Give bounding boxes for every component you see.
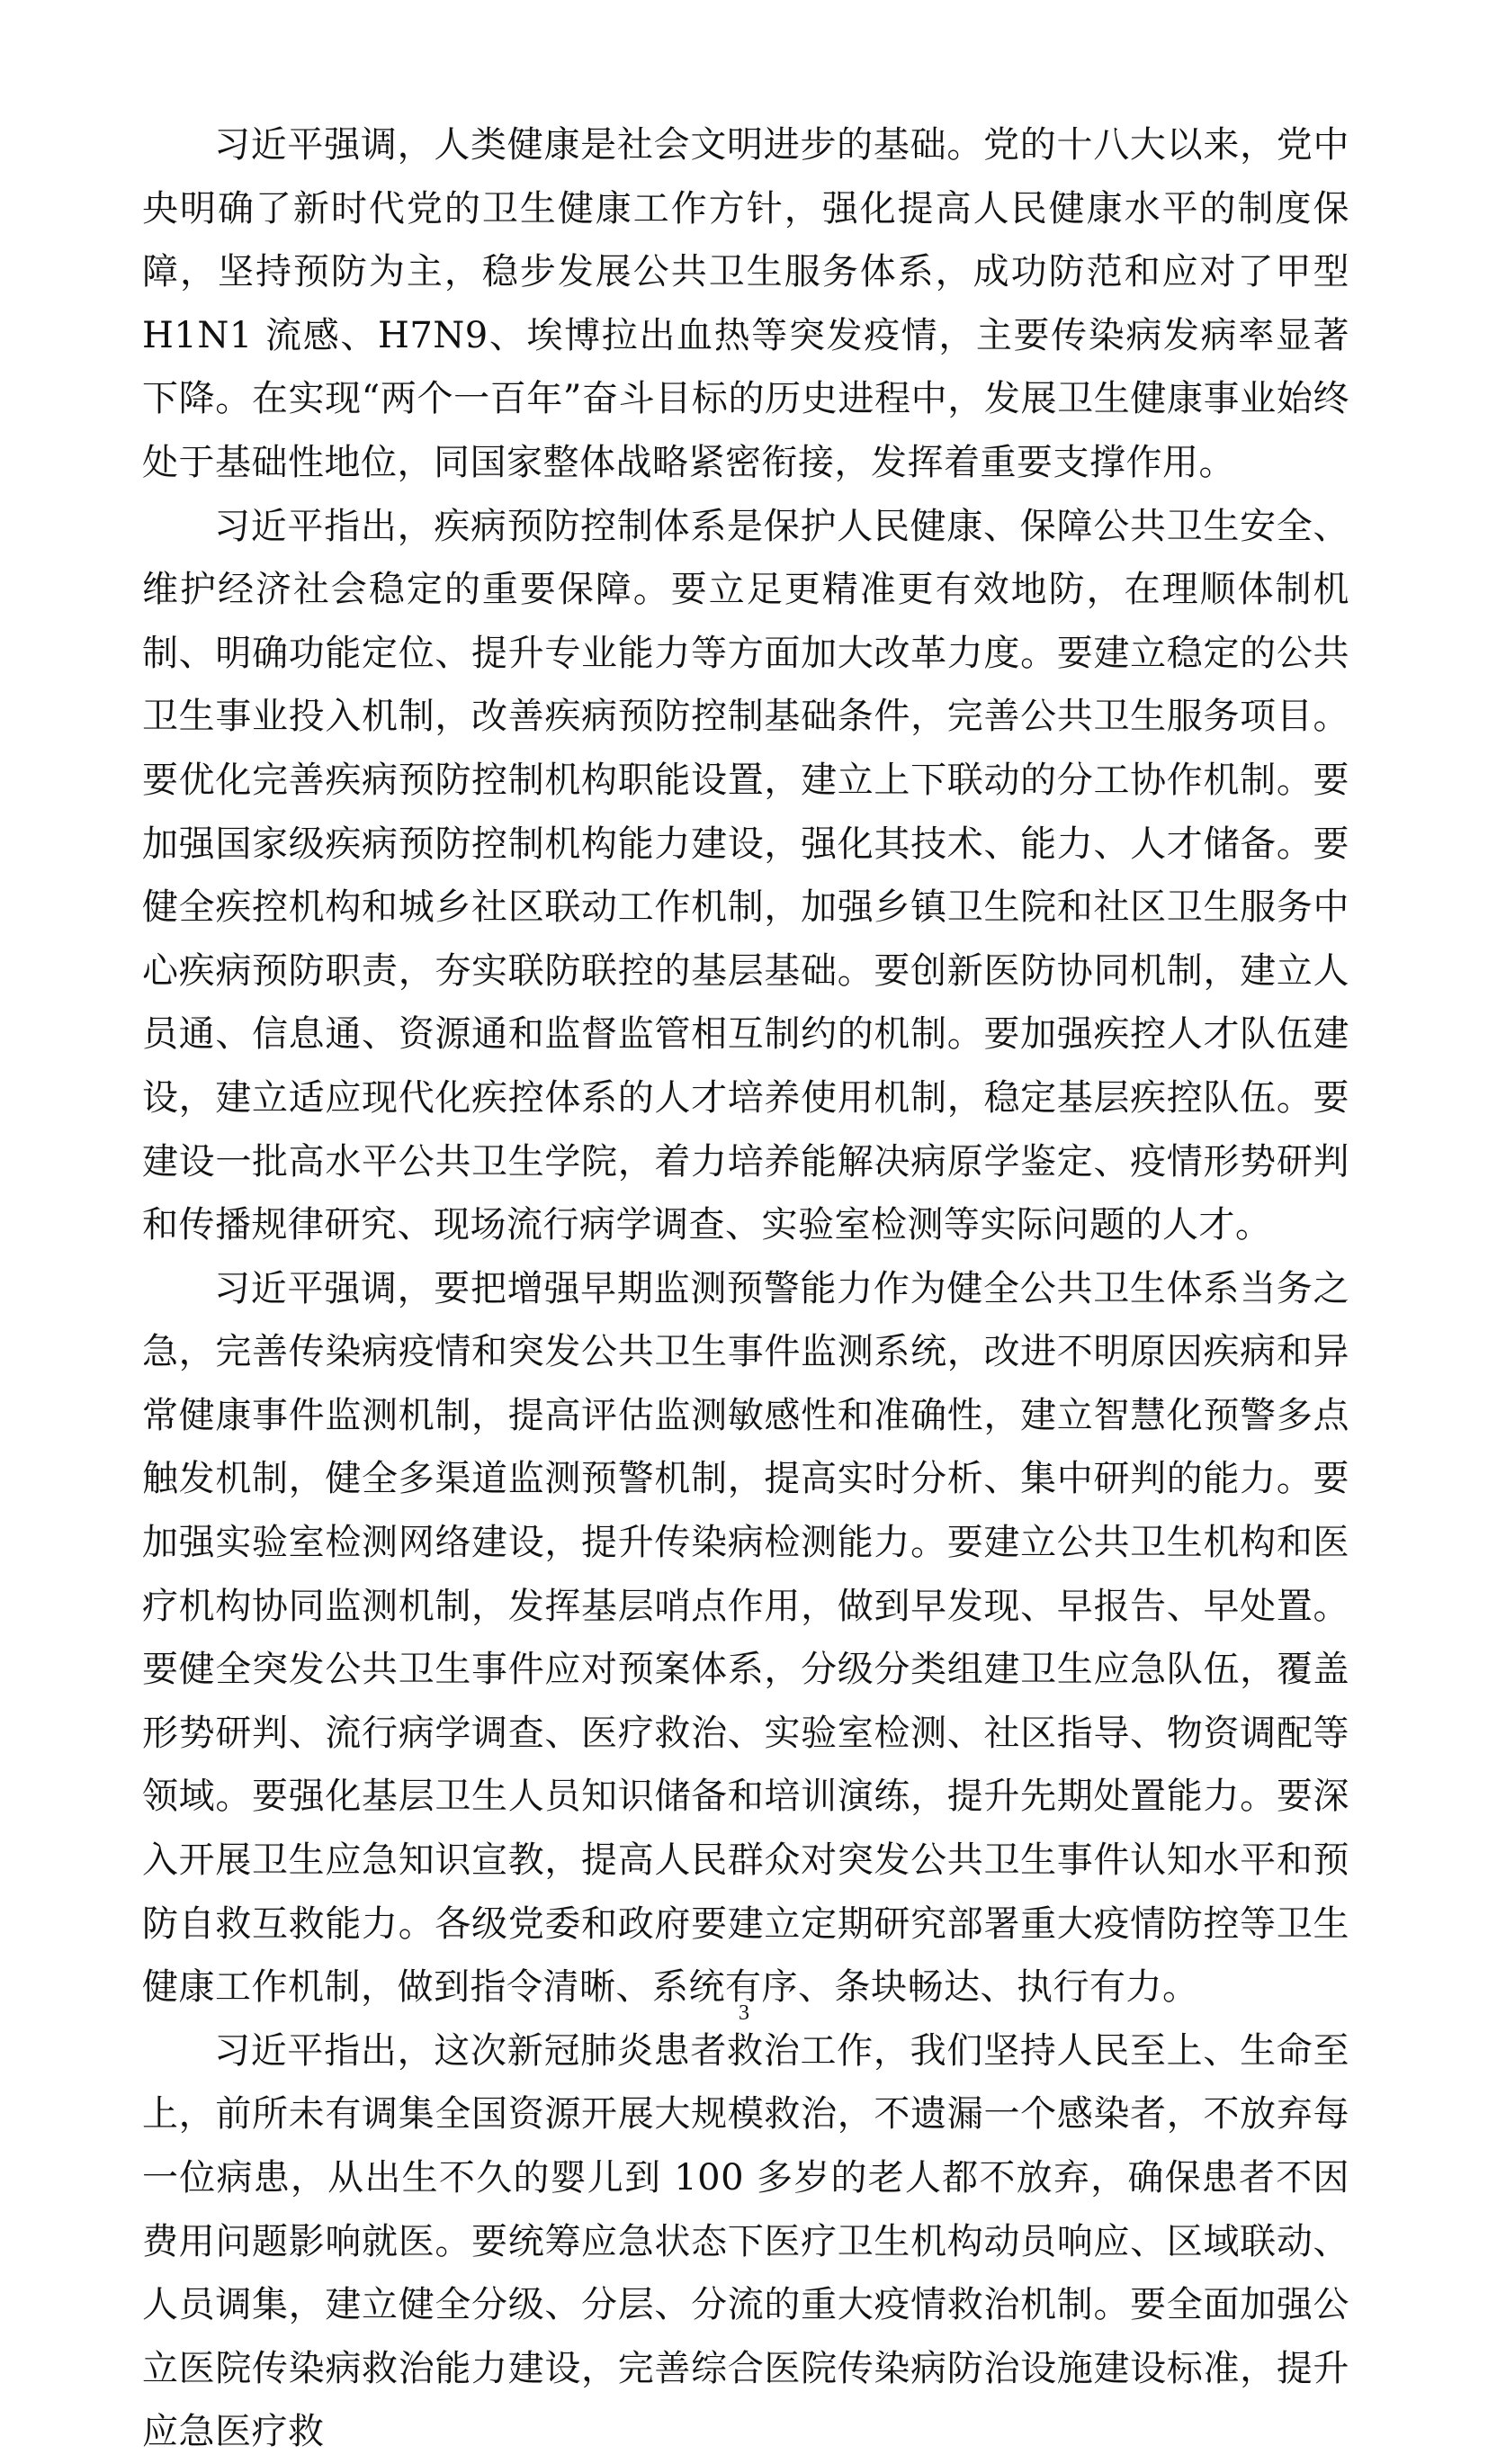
page-number: 3 bbox=[739, 2001, 749, 2025]
paragraph-4: 习近平指出，这次新冠肺炎患者救治工作，我们坚持人民至上、生命至上，前所未有调集全国资源开展大规模救治，不遗漏一个感染者，不放弃每一位病患，从出生不久的婴儿到 100 多岁的老人都不放弃，确保患者不因费用问题影响就医。要统筹应急状态下医疗卫生机构动员响应、区域联动、人员调集，建立健全分级、分层、分流的重大疫情救治机制。要全面加强公立医院传染病救治能力建设，完善综合医院传染病防治设施建设标准，提升应急医疗救 bbox=[142, 2029, 1349, 2453]
paragraph-1: 习近平强调，人类健康是社会文明进步的基础。党的十八大以来，党中央明确了新时代党的卫生健康工作方针，强化提高人民健康水平的制度保障，坚持预防为主，稳步发展公共卫生服务体系，成功防范和应对了甲型 H1N1 流感、H7N9、埃博拉出血热等突发疫情，主要传染病发病率显著下降。在实现“两个一百年”奋斗目标的历史进程中，发展卫生健康事业始终处于基础性地位，同国家整体战略紧密衔接，发挥着重要支撑作用。 bbox=[142, 124, 1349, 483]
paragraph-3: 习近平强调，要把增强早期监测预警能力作为健全公共卫生体系当务之急，完善传染病疫情和突发公共卫生事件监测系统，改进不明原因疾病和异常健康事件监测机制，提高评估监测敏感性和准确性，建立智慧化预警多点触发机制，健全多渠道监测预警机制，提高实时分析、集中研判的能力。要加强实验室检测网络建设，提升传染病检测能力。要建立公共卫生机构和医疗机构协同监测机制，发挥基层哨点作用，做到早发现、早报告、早处置。要健全突发公共卫生事件应对预案体系，分级分类组建卫生应急队伍，覆盖形势研判、流行病学调查、医疗救治、实验室检测、社区指导、物资调配等领域。要强化基层卫生人员知识储备和培训演练，提升先期处置能力。要深入开展卫生应急知识宣教，提高人民群众对突发公共卫生事件认知水平和预防自救互救能力。各级党委和政府要建立定期研究部署重大疫情防控等卫生健康工作机制，做到指令清晰、系统有序、条块畅达、执行有力。 bbox=[142, 1267, 1349, 2009]
body-text bbox=[142, 113, 1349, 2464]
paragraph-2: 习近平指出，疾病预防控制体系是保护人民健康、保障公共卫生安全、维护经济社会稳定的重要保障。要立足更精准更有效地防，在理顺体制机制、明确功能定位、提升专业能力等方面加大改革力度。要建立稳定的公共卫生事业投入机制，改善疾病预防控制基础条件，完善公共卫生服务项目。要优化完善疾病预防控制机构职能设置，建立上下联动的分工协作机制。要加强国家级疾病预防控制机构能力建设，强化其技术、能力、人才储备。要健全疾控机构和城乡社区联动工作机制，加强乡镇卫生院和社区卫生服务中心疾病预防职责，夯实联防联控的基层基础。要创新医防协同机制，建立人员通、信息通、资源通和监督监管相互制约的机制。要加强疾控人才队伍建设，建立适应现代化疾控体系的人才培养使用机制，稳定基层疾控队伍。要建设一批高水平公共卫生学院，着力培养能解决病原学鉴定、疫情形势研判和传播规律研究、现场流行病学调查、实验室检测等实际问题的人才。 bbox=[142, 505, 1349, 1246]
